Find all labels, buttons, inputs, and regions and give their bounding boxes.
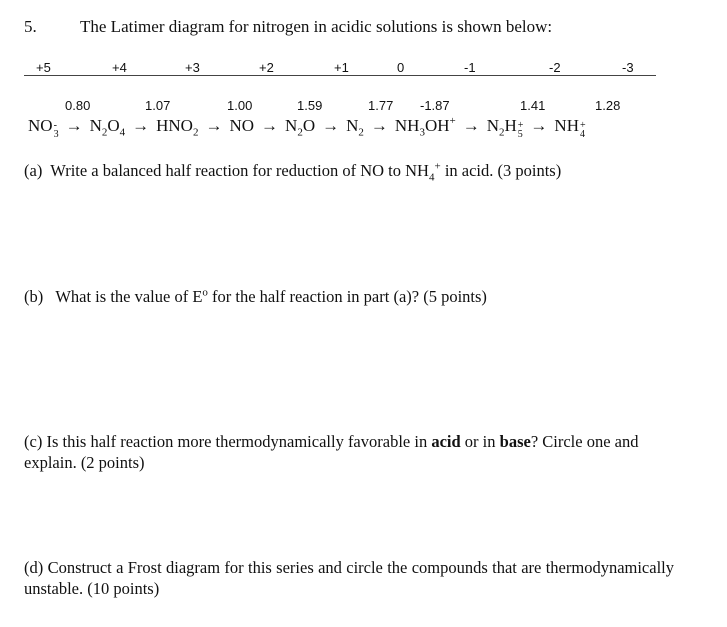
- reduction-potential: 1.41: [520, 98, 546, 113]
- reaction-arrow: →: [322, 116, 340, 135]
- part-c-text-1: Is this half reaction more thermodynamically favorable in: [46, 432, 432, 451]
- oxidation-state: +5: [36, 60, 51, 75]
- species-formula: N: [486, 116, 499, 135]
- part-a-sup: +: [434, 160, 441, 173]
- part-c-bold-base: base: [499, 432, 531, 451]
- part-d: [24, 557, 674, 599]
- species-formula: N: [89, 116, 102, 135]
- reduction-potential: 1.77: [368, 98, 394, 113]
- part-c-label: (c): [24, 432, 43, 451]
- species-formula: NH: [554, 116, 579, 135]
- species-formula: N: [346, 116, 359, 135]
- species-subscript: 2: [358, 126, 364, 139]
- species-formula: OH: [424, 116, 450, 135]
- species: [89, 116, 126, 139]
- species-formula: O: [302, 116, 316, 135]
- question-number: 5.: [24, 17, 37, 36]
- species-charge-subscript: [54, 121, 59, 139]
- part-a-text-end: in acid. (3 points): [440, 161, 562, 180]
- species-charge-subscript: [518, 121, 524, 139]
- part-a-text: Write a balanced half reaction for reduction of NO to NH: [50, 161, 429, 180]
- species-charge-subscript: [580, 121, 586, 139]
- reaction-arrow: →: [132, 116, 150, 135]
- part-c-text-2: or in: [460, 432, 500, 451]
- species: [346, 116, 364, 139]
- part-b: [24, 287, 487, 307]
- reaction-arrow: →: [261, 116, 279, 135]
- species-formula: N: [285, 116, 298, 135]
- species-formula: NO: [28, 116, 53, 135]
- species: [486, 116, 524, 141]
- part-c-text-3: ? Circle one and explain. (2 points): [24, 432, 639, 472]
- part-d-text: Construct a Frost diagram for this series and circle the compounds that are thermodynamically unstable. (10 points): [24, 558, 674, 598]
- part-d-label: (d): [24, 558, 44, 577]
- oxidation-state: +1: [334, 60, 349, 75]
- part-a-label: (a): [24, 161, 43, 180]
- species-charge: +: [579, 120, 586, 132]
- species: [28, 116, 59, 141]
- latimer-chain: [28, 115, 586, 141]
- species-charge: -: [53, 120, 57, 132]
- reaction-arrow: →: [530, 116, 548, 135]
- species-formula: NH: [394, 116, 420, 135]
- species: [229, 116, 254, 136]
- oxidation-state: -3: [622, 60, 634, 75]
- oxidation-state: 0: [397, 60, 405, 75]
- reaction-arrow: →: [462, 116, 480, 135]
- reduction-potential: 1.28: [595, 98, 621, 113]
- species-formula: O: [107, 116, 120, 135]
- species-charge: +: [449, 115, 456, 128]
- oxidation-state: -2: [549, 60, 561, 75]
- species-subscript: 2: [499, 126, 505, 139]
- species-formula: NO: [229, 116, 255, 135]
- species-subscript: 2: [297, 126, 303, 139]
- part-b-label: (b): [24, 287, 44, 306]
- species-subscript: 4: [579, 129, 585, 141]
- species-subscript: 2: [101, 126, 108, 139]
- reduction-potential: 1.07: [145, 98, 171, 113]
- species-formula: HNO: [156, 116, 193, 135]
- species: [554, 116, 586, 141]
- species-formula: H: [504, 116, 517, 135]
- species-subscript: 2: [192, 126, 199, 139]
- species-subscript: 3: [419, 126, 425, 139]
- species-subscript: 3: [53, 129, 59, 141]
- part-b-text: What is the value of E: [55, 287, 203, 306]
- oxidation-state: +4: [112, 60, 127, 75]
- reaction-arrow: →: [370, 116, 388, 135]
- species: [285, 116, 316, 139]
- species-subscript: 4: [119, 126, 126, 139]
- oxidation-state: +3: [185, 60, 200, 75]
- species-subscript: 5: [517, 129, 523, 141]
- oxidation-state-rule: [24, 75, 656, 76]
- reduction-potential: 1.59: [297, 98, 323, 113]
- part-b-sup: o: [202, 286, 208, 299]
- species-charge: +: [517, 120, 524, 132]
- oxidation-state: -1: [464, 60, 476, 75]
- species: [394, 115, 456, 139]
- part-b-text-end: for the half reaction in part (a)? (5 points): [207, 287, 487, 306]
- question-intro: The Latimer diagram for nitrogen in acidic solutions is shown below:: [80, 17, 553, 36]
- reduction-potential: 1.00: [227, 98, 253, 113]
- part-c-bold-acid: acid: [431, 432, 461, 451]
- reduction-potential: 0.80: [65, 98, 91, 113]
- part-c: [24, 431, 684, 473]
- reduction-potential: -1.87: [420, 98, 450, 113]
- part-a: [24, 160, 562, 184]
- part-a-sub: 4: [428, 171, 435, 184]
- oxidation-state: +2: [259, 60, 274, 75]
- species: [156, 116, 199, 139]
- reaction-arrow: →: [205, 116, 223, 135]
- reaction-arrow: →: [65, 116, 83, 135]
